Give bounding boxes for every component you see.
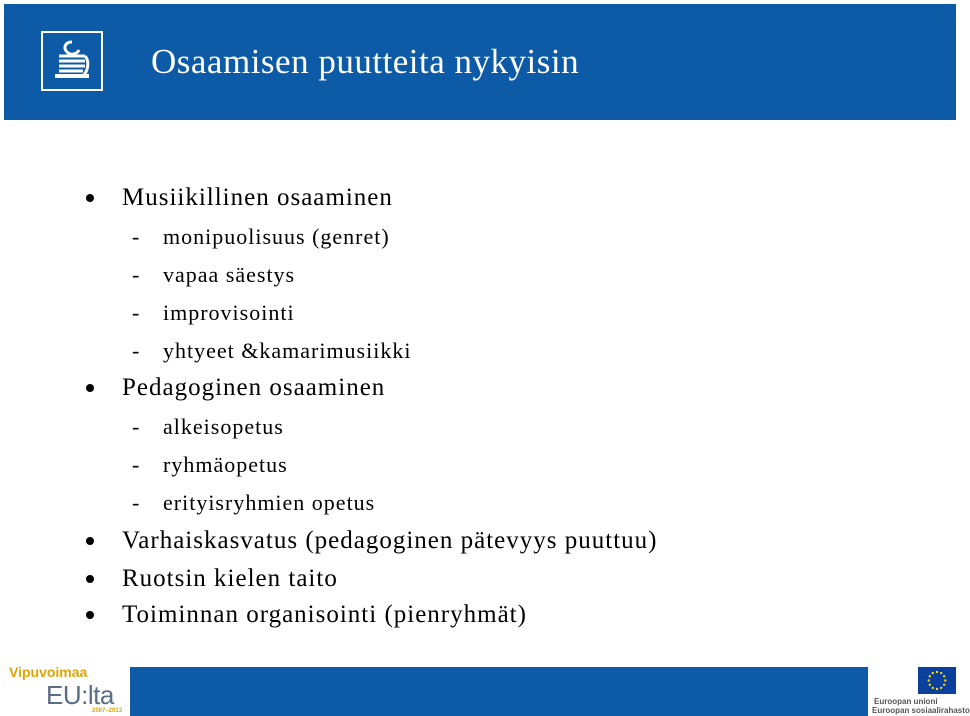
sub-item: [132, 264, 295, 286]
sub-text: ryhmäopetus: [163, 452, 288, 477]
bullet-text: Pedagoginen osaaminen: [122, 374, 386, 401]
dash-marker: -: [132, 338, 141, 363]
eulta-logo-text: EU:lta: [46, 680, 114, 710]
sub-item: [132, 340, 411, 362]
bullet-text: Ruotsin kielen taito: [122, 565, 338, 592]
bullet-item: [122, 602, 527, 627]
dash-marker: -: [132, 224, 141, 249]
sub-text: improvisointi: [163, 300, 295, 325]
sub-item: [132, 302, 295, 324]
eu-label: Euroopan unioni: [874, 697, 938, 706]
bullet-text: Musiikillinen osaaminen: [122, 184, 393, 211]
sub-text: vapaa säestys: [163, 262, 296, 287]
dash-marker: -: [132, 452, 141, 477]
sub-text: yhtyeet &kamarimusiikki: [163, 338, 412, 363]
sub-item: [132, 226, 390, 248]
sub-text: alkeisopetus: [163, 414, 284, 439]
bullet-text: Toiminnan organisointi (pienryhmät): [122, 601, 527, 628]
dash-marker: -: [132, 300, 141, 325]
esf-label: Euroopan sosiaalirahasto: [872, 706, 970, 715]
slide-title: Osaamisen puutteita nykyisin: [151, 42, 580, 81]
bullet-item: [122, 528, 657, 553]
bullet-item: [122, 566, 338, 591]
sub-item: [132, 454, 288, 476]
dash-marker: -: [132, 414, 141, 439]
bullet-item: [122, 375, 385, 400]
sub-item: [132, 492, 375, 514]
bullet-item: [122, 185, 393, 210]
years-logo-text: 2007–2013: [92, 708, 123, 714]
sub-text: monipuolisuus (genret): [163, 224, 390, 249]
vipuvoimaa-logo-text: Vipuvoimaa: [9, 664, 88, 680]
sub-text: erityisryhmien opetus: [163, 490, 376, 515]
sub-item: [132, 416, 284, 438]
bullet-text: Varhaiskasvatus (pedagoginen pätevyys puuttuu): [122, 527, 658, 554]
dash-marker: -: [132, 262, 141, 287]
dash-marker: -: [132, 490, 141, 515]
eu-flag-icon: [918, 667, 956, 694]
footer-bar: [130, 667, 868, 716]
